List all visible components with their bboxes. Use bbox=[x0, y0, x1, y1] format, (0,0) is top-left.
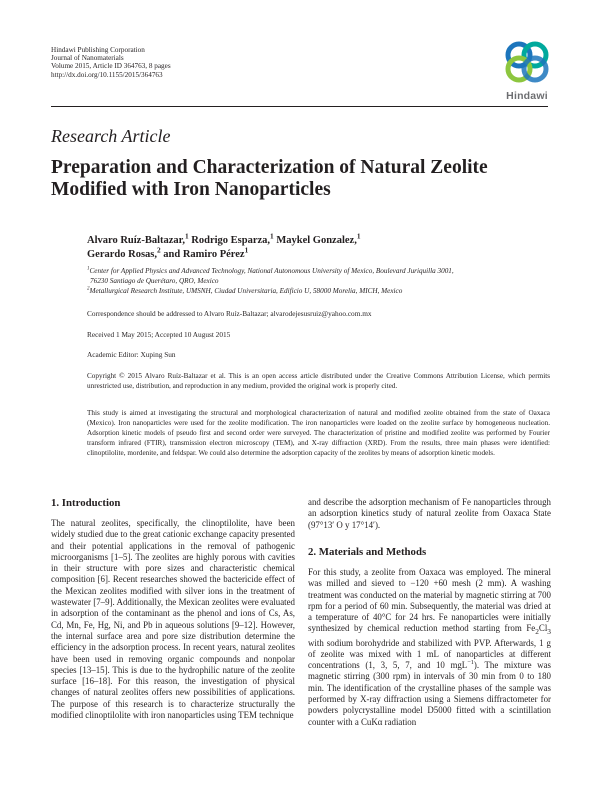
intro-text bbox=[51, 518, 295, 721]
affiliation: $^2$Metallurgical Research Institute, UMSNH, Ciudad Universitaria, Edificio U, 58000 Morelia, MICH, Mexico bbox=[87, 286, 403, 295]
publisher-line: Hindawi Publishing Corporation bbox=[51, 46, 145, 54]
hindawi-logo bbox=[497, 38, 557, 104]
author: and Ramiro Pérez$^1$ bbox=[163, 245, 249, 260]
methods-text bbox=[308, 567, 551, 728]
received-dates: Received 1 May 2015; Accepted 10 August 2015 bbox=[87, 330, 231, 339]
author: Alvaro Ruíz-Baltazar,$^1$ bbox=[87, 231, 189, 246]
author-list bbox=[87, 231, 517, 261]
affiliation: 76230 Santiago de Querétaro, QRO, Mexico bbox=[90, 277, 219, 285]
author: Maykel Gonzalez,$^1$ bbox=[276, 231, 361, 246]
copyright-notice: Copyright © 2015 Alvaro Ruíz-Baltazar et al. This is an open access article distributed under the Creative Commons Attribution License, which permits unrestricted use, distribution, and reproduction in any medium, provided the original work is properly cited. bbox=[87, 372, 550, 390]
intro-paragraph: The natural zeolites, specifically, the clinoptilolite, have been widely studied due to the great cationic exchange capacity presented and their potential applications in the removal of pathogenic microorganisms [1–5]. The zeolites are highly porous with cavities in their structure with pore sizes and characteristic chemical composition [6]. Recent researches showed the bactericide effect of the Mexican zeolites modified with silver ions in the treatment of wastewater [7–9]. Additionally, the Mexican zeolites were evaluated in adsorption of the contaminant as the phenol and ions of Cs, As, Cd, Mn, Fe, Hg, Ni, and Pb in aqueous solutions [9–12]. However, the internal surface area and pore size distribution determine the efficiency in the adsorption process. In recent years, natural zeolites have been used in removing organic compounds and nonpolar species [13–15]. This is due to the hydrophilic nature of the zeolite surface [16–18]. For this reason, the investigation of physical changes of natural zeolites offers new possibilities of applications. The purpose of this research is to characterize structurally the modified clinoptilolite with iron nanoparticles using TEM technique bbox=[51, 518, 295, 721]
methods-heading: 2. Materials and Methods bbox=[308, 546, 427, 558]
hindawi-logo-text: Hindawi bbox=[506, 90, 548, 102]
intro-heading: 1. Introduction bbox=[51, 497, 121, 509]
hindawi-logo-icon bbox=[501, 38, 553, 84]
doi-link[interactable]: http://dx.doi.org/10.1155/2015/364763 bbox=[51, 70, 163, 79]
author: Gerardo Rosas,$^2$ bbox=[87, 245, 161, 260]
author: Rodrigo Esparza,$^1$ bbox=[191, 231, 274, 246]
methods-paragraph: For this study, a zeolite from Oaxaca was employed. The mineral was milled and sieved to −120 +60 mesh (2 mm). A washing treatment was conducted on the material by magnetic stirring at 700 rpm for a period of 60 min. Subsequently, the material was dried at a temperature of 40°C for 24 hrs. Fe nanoparticles were initially synthesized by chemical reduction method starting from $Fe_2Cl_3$ with sodium borohydride and stabilized with PVP. Afterwards, 1 g of zeolite was mixed with 1 mL of nanoparticles at different concentrations (1, 3, 5, 7, and 10 mgL$^{-1}$). The mixture was magnetic stirring (300 rpm) in intervals of 30 min from 0 to 180 min. The identification of the crystalline phases of the sample was performed by X-ray diffraction using a Siemens diffractometer for powders polycrystalline model D5000 fitted with a scintillation counter with a CuKα radiation bbox=[308, 567, 551, 727]
article-type: Research Article bbox=[51, 126, 171, 146]
affiliations bbox=[87, 266, 557, 296]
correspondence: Correspondence should be addressed to Alvaro Ruíz-Baltazar; alvarodejesusruiz@yahoo.com.mx bbox=[87, 309, 372, 318]
journal-header bbox=[51, 46, 171, 79]
volume-line: Volume 2015, Article ID 364763, 8 pages bbox=[51, 62, 171, 71]
affiliation: $^1$Center for Applied Physics and Advanced Technology, National Autonomous University of Mexico, Boulevard Juriquilla 3001, bbox=[87, 266, 454, 275]
journal-name: Journal of Nanomaterials bbox=[51, 54, 124, 63]
intro-continuation: and describe the adsorption mechanism of Fe nanoparticles through an adsorption kinetics study of natural zeolite from Oaxaca State (97°13′ O y 17°14′). bbox=[308, 497, 551, 530]
article-title: Preparation and Characterization of Natural Zeolite Modified with Iron Nanoparticles bbox=[51, 157, 488, 200]
academic-editor: Academic Editor: Xuping Sun bbox=[87, 350, 176, 359]
header-rule bbox=[51, 106, 548, 107]
abstract: This study is aimed at investigating the structural and morphological characterization of natural and modified zeolite obtained from the state of Oaxaca (Mexico). Iron nanoparticles were used for the zeolite modification. The iron nanoparticles were loaded on the zeolite surface by homogeneous nucleation. Adsorption kinetic models of pseudo first and second order were surveyed. The characterization of pristine and modified zeolite was performed by Fourier transform infrared (FTIR), transmission electron microscopy (TEM), and X-ray diffraction (XRD). From the results, three main phases were identified: clinoptilolite, mordenite, and feldspar. We could also determine the adsorption capacity of the zeolites by means of adsorption kinetic models. bbox=[87, 409, 550, 457]
